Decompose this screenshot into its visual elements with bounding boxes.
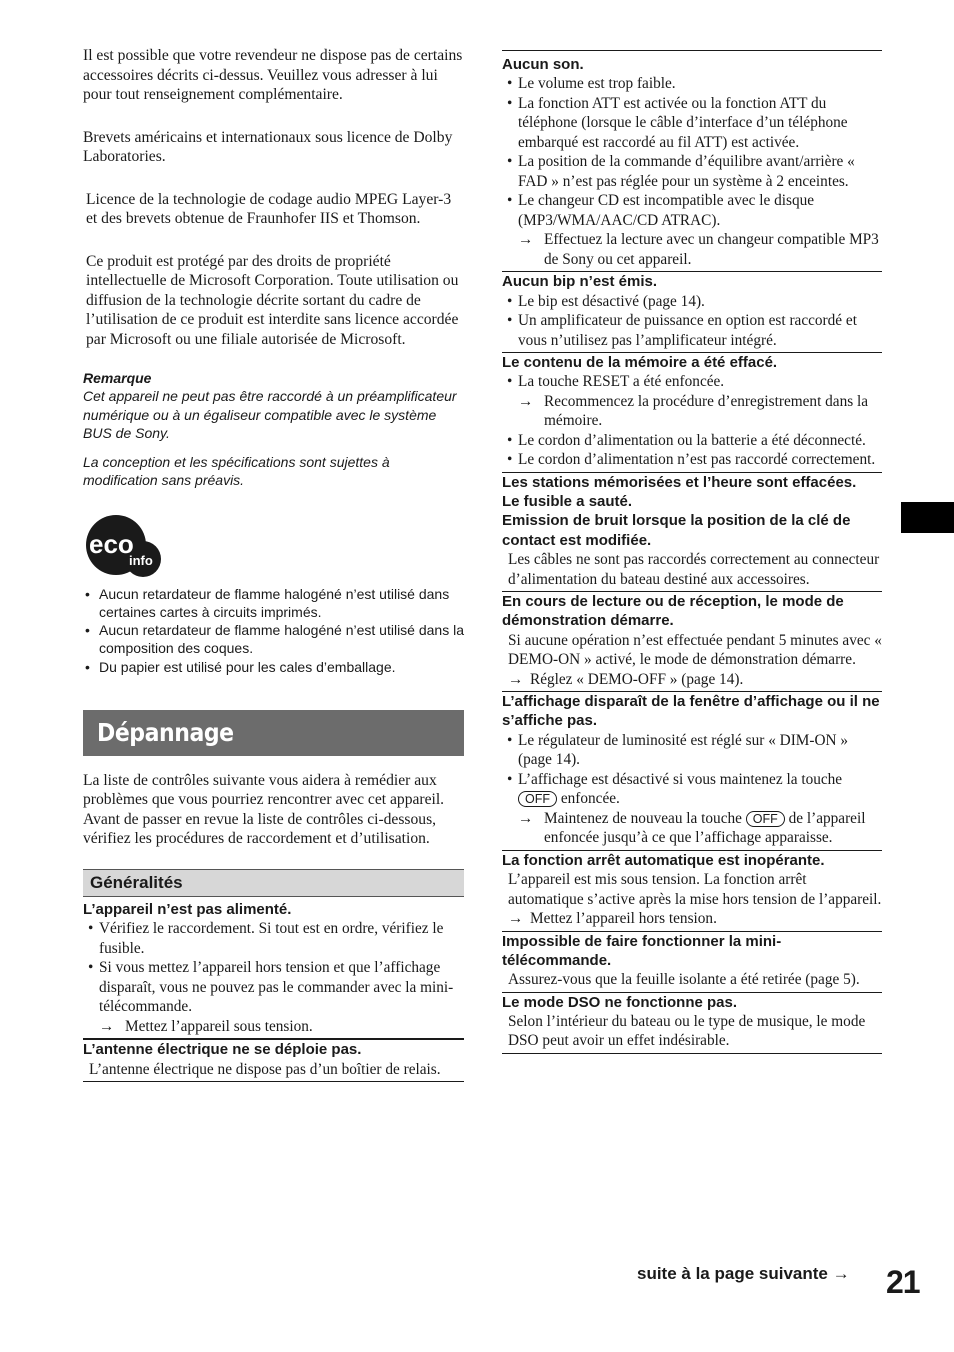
remedy-text: Mettez l’appareil sous tension. bbox=[125, 1017, 313, 1035]
trouble-title: L’appareil n’est pas alimenté. bbox=[83, 900, 292, 918]
trouble-title: L’antenne électrique ne se déploie pas. bbox=[83, 1041, 362, 1059]
remedy-line bbox=[502, 392, 882, 431]
trouble-cause: L’appareil est mis sous tension. La fonction arrêt automatique s’active après la mise hors tension de l’appareil. bbox=[508, 871, 882, 908]
trouble-item bbox=[502, 692, 882, 851]
trouble-item bbox=[502, 932, 882, 993]
continued-next-page: suite à la page suivante → bbox=[637, 1264, 850, 1283]
troubleshooting-intro-2: Avant de passer en revue la liste de contrôles ci-dessous, vérifiez les procédures de raccordement et d’utilisation. bbox=[83, 810, 437, 848]
eco-list bbox=[83, 585, 464, 676]
trouble-bullet-text: enfoncée. bbox=[560, 790, 620, 808]
right-column bbox=[502, 50, 882, 1054]
remedy-text: Mettez l’appareil hors tension. bbox=[530, 910, 717, 928]
remedy-text: Effectuez la lecture avec un changeur compatible MP3 de Sony ou cet appareil. bbox=[544, 231, 879, 268]
trouble-bullet: • Le cordon d’alimentation ou la batterie a été déconnecté. bbox=[502, 431, 882, 451]
trouble-bullet: • La touche RESET a été enfoncée. bbox=[502, 372, 882, 392]
arrow-icon: → bbox=[518, 809, 534, 827]
trouble-item bbox=[502, 851, 882, 932]
section-title: Dépannage bbox=[97, 718, 234, 748]
off-key-label: OFF bbox=[746, 811, 785, 827]
trouble-item bbox=[502, 50, 882, 272]
trouble-list bbox=[502, 372, 882, 392]
trouble-bullet: • Le cordon d’alimentation n’est pas raccordé correctement. bbox=[502, 450, 882, 470]
remedy-text: Maintenez de nouveau la touche bbox=[544, 809, 742, 827]
section-tab-marker bbox=[901, 502, 954, 533]
trouble-item bbox=[502, 473, 882, 592]
eco-info-logo bbox=[83, 513, 163, 581]
mpeg-license-note: Licence de la technologie de codage audio MPEG Layer-3 et des brevets obtenue de Fraunhofer IIS et Thomson. bbox=[86, 190, 452, 227]
trouble-list bbox=[83, 919, 464, 1017]
trouble-bullet-text: L’affichage est désactivé si vous maintenez la touche bbox=[518, 770, 843, 788]
trouble-bullet: • Le bip est désactivé (page 14). bbox=[502, 292, 882, 312]
eco-list-item: • Du papier est utilisé pour les cales d’emballage. bbox=[83, 658, 464, 676]
remedy-line bbox=[83, 1017, 464, 1037]
trouble-title: Aucun bip n’est émis. bbox=[502, 273, 658, 291]
remarque-block bbox=[83, 369, 464, 490]
trouble-list bbox=[502, 731, 882, 809]
trouble-cause: Les câbles ne sont pas raccordés correctement au connecteur d’alimentation du bateau destiné aux accessoires. bbox=[508, 551, 880, 588]
trouble-bullet: • Le volume est trop faible. bbox=[502, 74, 882, 94]
remarque-text: Cet appareil ne peut pas être raccordé à un préamplificateur numérique ou à un égaliseur compatible avec le système BUS de Sony. bbox=[83, 388, 457, 441]
eco-list-item: • Aucun retardateur de flamme halogéné n’est utilisé dans la composition des coques. bbox=[83, 621, 464, 658]
remarque-text-2: La conception et les spécifications sont sujettes à modification sans préavis. bbox=[83, 453, 390, 488]
left-column bbox=[83, 46, 464, 1082]
arrow-icon: → bbox=[508, 670, 524, 688]
arrow-icon: → bbox=[508, 910, 524, 928]
microsoft-note: Ce produit est protégé par des droits de propriété intellectuelle de Microsoft Corporation. Toute utilisation ou diffusion de la technologie décrite sortant du cadre de l’utilisation de ce produit est interdite sans licence accordée par Microsoft ou une filiale autorisée de Microsoft. bbox=[86, 252, 459, 348]
trouble-title: En cours de lecture ou de réception, le mode de démonstration démarre. bbox=[502, 593, 844, 630]
trouble-bullet: • Si vous mettez l’appareil hors tension et que l’affichage disparaît, vous ne pouvez pas le commander avec la mini-télécommande. bbox=[83, 958, 464, 1017]
trouble-title: Le mode DSO ne fonctionne pas. bbox=[502, 993, 738, 1011]
trouble-bullet: • Le changeur CD est incompatible avec le disque (MP3/WMA/AAC/CD ATRAC). bbox=[502, 191, 882, 230]
arrow-icon: → bbox=[518, 392, 534, 410]
eco-list-item: • Aucun retardateur de flamme halogéné n’est utilisé dans certaines cartes à circuits imprimés. bbox=[83, 585, 464, 622]
trouble-title: Aucun son. bbox=[502, 56, 584, 73]
remedy-line bbox=[502, 230, 882, 269]
trouble-cause: Selon l’intérieur du bateau ou le type de musique, le mode DSO peut avoir un effet indésirable. bbox=[508, 1012, 866, 1050]
remedy-line bbox=[502, 809, 882, 848]
trouble-item bbox=[502, 353, 882, 473]
accessories-note: Il est possible que votre revendeur ne dispose pas de certains accessoires décrits ci-dessus. Veuillez vous adresser à lui pour tout renseignement complémentaire. bbox=[83, 47, 463, 103]
trouble-title: Les stations mémorisées et l’heure sont effacées. bbox=[502, 473, 857, 491]
remedy-text: Recommencez la procédure d’enregistrement dans la mémoire. bbox=[544, 392, 869, 430]
section-title-banner bbox=[83, 710, 464, 756]
remedy-line bbox=[502, 909, 882, 929]
trouble-bullet: • Vérifiez le raccordement. Si tout est en ordre, vérifiez le fusible. bbox=[83, 919, 464, 958]
troubleshooting-intro: La liste de contrôles suivante vous aidera à remédier aux problèmes que vous pourriez rencontrer avec cet appareil. bbox=[83, 771, 445, 809]
trouble-item bbox=[83, 900, 464, 1039]
page-number: 21 bbox=[886, 1264, 920, 1300]
trouble-item bbox=[83, 1039, 464, 1082]
remedy-text: de l’appareil enfoncée jusqu’à ce que l’affichage apparaisse. bbox=[544, 809, 866, 847]
trouble-title: Le fusible a sauté. bbox=[502, 493, 633, 511]
remedy-line bbox=[502, 670, 882, 690]
dolby-note: Brevets américains et internationaux sous licence de Dolby Laboratories. bbox=[83, 128, 453, 165]
remarque-title: Remarque bbox=[83, 370, 152, 386]
trouble-title: Emission de bruit lorsque la position de la clé de contact est modifiée. bbox=[502, 512, 851, 549]
subsection-banner bbox=[83, 869, 464, 897]
arrow-icon: → bbox=[99, 1017, 115, 1035]
trouble-bullet: • La fonction ATT est activée ou la fonction ATT du téléphone (lorsque le câble d’interface d’un téléphone embarqué est raccordé au fil ATT) est activée. bbox=[502, 94, 882, 153]
trouble-item bbox=[502, 272, 882, 353]
trouble-list bbox=[502, 74, 882, 230]
trouble-title: L’affichage disparaît de la fenêtre d’affichage ou il ne s’affiche pas. bbox=[502, 693, 880, 730]
svg-text:info: info bbox=[129, 552, 153, 568]
trouble-title: La fonction arrêt automatique est inopérante. bbox=[502, 851, 825, 869]
trouble-cause: Si aucune opération n’est effectuée pendant 5 minutes avec « DEMO-ON » activé, le mode de démonstration démarre. bbox=[508, 631, 882, 669]
trouble-item bbox=[502, 592, 882, 692]
arrow-icon: → bbox=[518, 231, 534, 249]
trouble-bullet: • Le régulateur de luminosité est réglé sur « DIM-ON » (page 14). bbox=[502, 731, 882, 770]
trouble-bullet: • Un amplificateur de puissance en option est raccordé et vous n’utilisez pas l’amplificateur intégré. bbox=[502, 311, 882, 350]
trouble-bullet: • La position de la commande d’équilibre avant/arrière « FAD » n’est pas réglée pour un système à 2 enceintes. bbox=[502, 152, 882, 191]
trouble-cause: Assurez-vous que la feuille isolante a été retirée (page 5). bbox=[508, 971, 860, 989]
trouble-title: Le contenu de la mémoire a été effacé. bbox=[502, 354, 778, 372]
trouble-title: Impossible de faire fonctionner la mini-télécommande. bbox=[502, 932, 782, 969]
trouble-list bbox=[502, 292, 882, 351]
trouble-cause: L’antenne électrique ne dispose pas d’un boîtier de relais. bbox=[89, 1060, 441, 1078]
svg-text:eco: eco bbox=[89, 528, 134, 559]
trouble-item bbox=[502, 993, 882, 1054]
eco-info-icon bbox=[83, 513, 163, 581]
remedy-text: Réglez « DEMO-OFF » (page 14). bbox=[530, 670, 744, 688]
trouble-bullet bbox=[502, 770, 882, 809]
off-key-label: OFF bbox=[518, 791, 557, 807]
trouble-list bbox=[502, 431, 882, 470]
subsection-title: Généralités bbox=[90, 872, 183, 892]
